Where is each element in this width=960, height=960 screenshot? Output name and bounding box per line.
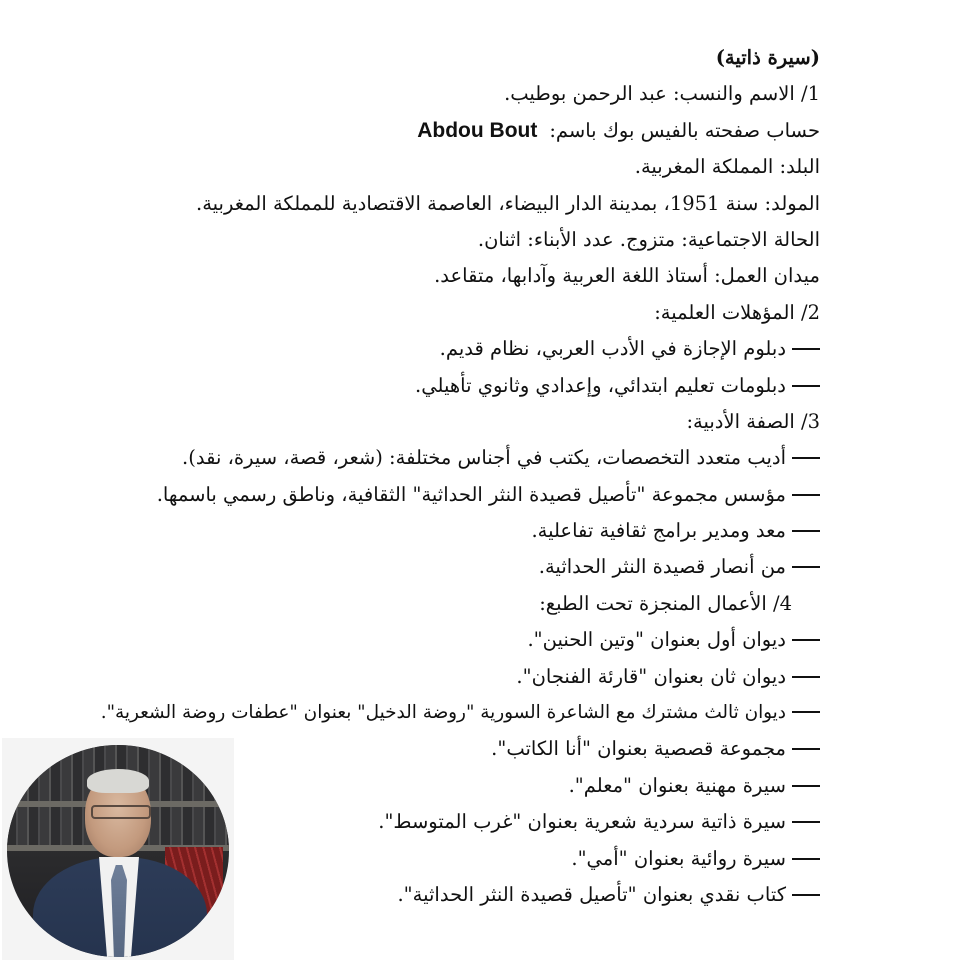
facebook-line (60, 113, 820, 149)
dash-bullet (792, 711, 820, 713)
item-text: ديوان أول بعنوان "وتين الحنين". (527, 628, 786, 652)
literary-item (60, 549, 820, 585)
section-heading-qualifications: 2/ المؤهلات العلمية: (654, 300, 820, 324)
literary-item (60, 440, 820, 476)
item-text: من أنصار قصيدة النثر الحداثية. (538, 555, 786, 579)
facebook-label: حساب صفحته بالفيس بوك باسم: (549, 118, 820, 142)
dash-bullet (792, 385, 820, 387)
item-text: مجموعة قصصية بعنوان "أنا الكاتب". (491, 737, 786, 761)
item-text: سيرة مهنية بعنوان "معلم". (568, 773, 786, 797)
item-text: كتاب نقدي بعنوان "تأصيل قصيدة النثر الحداثية". (397, 882, 786, 906)
item-text: دبلوم الإجازة في الأدب العربي، نظام قديم. (439, 337, 786, 361)
work-item (60, 695, 820, 731)
item-text: سيرة ذاتية سردية شعرية بعنوان "غرب المتوسط". (378, 810, 786, 834)
doc-title: (سيرة ذاتية) (715, 46, 820, 69)
item-text: سيرة روائية بعنوان "أمي". (571, 846, 786, 870)
dash-bullet (792, 821, 820, 823)
dash-bullet (792, 748, 820, 750)
name-line: 1/ الاسم والنسب: عبد الرحمن بوطيب. (504, 82, 820, 106)
dash-bullet (792, 676, 820, 678)
dash-bullet (792, 858, 820, 860)
qualification-item (60, 368, 820, 404)
dash-bullet (792, 639, 820, 641)
dash-bullet (792, 785, 820, 787)
hair (87, 769, 149, 793)
item-text: مؤسس مجموعة "تأصيل قصيدة النثر الحداثية" الثقافية، وناطق رسمي باسمها. (156, 482, 786, 506)
dash-bullet (792, 494, 820, 496)
portrait-circle (7, 745, 229, 957)
dash-bullet (792, 566, 820, 568)
work-item (60, 659, 820, 695)
dash-bullet (792, 530, 820, 532)
country-line: البلد: المملكة المغربية. (634, 155, 820, 179)
work-item (60, 622, 820, 658)
section-heading-literary: 3/ الصفة الأدبية: (686, 409, 820, 433)
glasses-icon (91, 805, 151, 819)
work-line: ميدان العمل: أستاذ اللغة العربية وآدابها، متقاعد. (434, 264, 820, 288)
dash-bullet (792, 894, 820, 896)
qualification-item (60, 331, 820, 367)
literary-item (60, 477, 820, 513)
marital-line: الحالة الاجتماعية: متزوج. عدد الأبناء: اثنان. (477, 227, 820, 251)
dash-bullet (792, 348, 820, 350)
literary-item (60, 513, 820, 549)
birth-line: المولد: سنة 1951، بمدينة الدار البيضاء، العاصمة الاقتصادية للمملكة المغربية. (196, 191, 820, 215)
item-text: ديوان ثان بعنوان "قارئة الفنجان". (516, 664, 786, 688)
item-text: أديب متعدد التخصصات، يكتب في أجناس مختلفة: (شعر، قصة، سيرة، نقد). (182, 446, 786, 470)
facebook-name: Abdou Bout (417, 118, 538, 142)
item-text: ديوان ثالث مشترك مع الشاعرة السورية "روضة الدخيل" بعنوان "عطفات روضة الشعرية". (100, 702, 786, 724)
section-heading-works: 4/ الأعمال المنجزة تحت الطبع: (539, 591, 792, 615)
portrait-photo (2, 738, 234, 960)
item-text: معد ومدير برامج ثقافية تفاعلية. (531, 519, 786, 543)
item-text: دبلومات تعليم ابتدائي، وإعدادي وثانوي تأهيلي. (415, 373, 786, 397)
dash-bullet (792, 457, 820, 459)
necktie (111, 865, 127, 957)
